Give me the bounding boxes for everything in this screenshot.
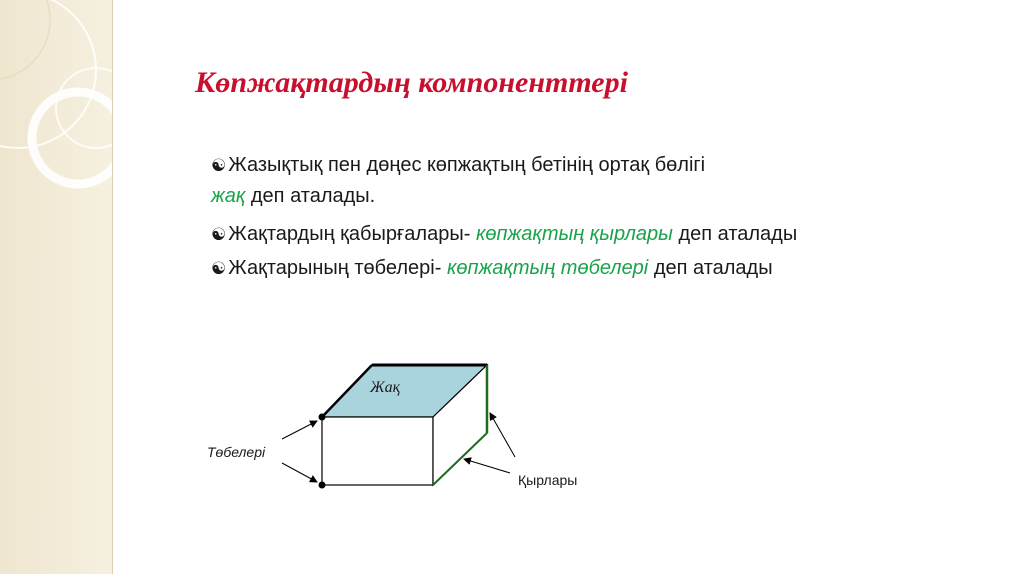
vertex-arrow	[282, 463, 317, 482]
yin-yang-icon: ☯	[211, 259, 227, 279]
bullet-list	[211, 150, 911, 292]
bullet-text: Жазықтық пен дөңес көпжақтың бетінің ортақ бөлігі	[228, 154, 706, 176]
slide-title: Көпжақтардың компоненттері	[195, 66, 628, 99]
bullet-item-edges	[211, 219, 911, 250]
bullet-item-vertices	[211, 253, 911, 284]
bullet-item-face	[211, 150, 911, 211]
decorative-rings	[0, 0, 112, 574]
vertex-arrow	[282, 421, 317, 439]
yin-yang-icon: ☯	[211, 225, 227, 245]
front-face	[322, 417, 433, 485]
bullet-highlight: көпжақтың қырлары	[475, 223, 673, 245]
decorative-side-band	[0, 0, 113, 574]
bullet-text: деп аталады.	[250, 185, 376, 207]
bullet-highlight: жақ	[211, 185, 246, 207]
edge-arrow	[464, 459, 510, 473]
bullet-text: деп аталады	[678, 223, 798, 245]
vertices-label: Төбелері	[207, 444, 266, 460]
edges-label: Қырлары	[518, 472, 578, 488]
face-label: Жақ	[370, 379, 401, 396]
vertex-point	[319, 482, 326, 489]
vertex-point	[319, 414, 326, 421]
bullet-highlight: көпжақтың төбелері	[446, 257, 649, 279]
bullet-text: Жақтардың қабырғалары-	[228, 223, 471, 245]
bullet-text: деп аталады	[653, 257, 773, 279]
edge-arrow	[490, 413, 515, 457]
polyhedron-diagram	[190, 355, 630, 515]
yin-yang-icon: ☯	[211, 156, 227, 176]
bullet-text: Жақтарының төбелері-	[228, 257, 442, 279]
